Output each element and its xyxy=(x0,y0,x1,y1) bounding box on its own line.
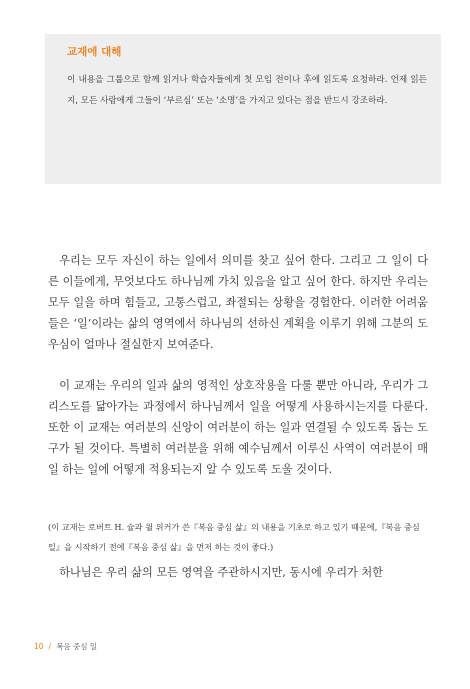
page-footer xyxy=(34,641,97,652)
body-paragraph-3: 하나님은 우리 삶의 모든 영역을 주관하시지만, 동시에 우리가 처한 xyxy=(59,566,383,579)
footer-separator: / xyxy=(48,642,52,651)
body-paragraph-2: 이 교재는 우리의 일과 삶의 영적인 상호작용을 다룰 뿐만 아니라, 우리가 그리스도를 닮아가는 과정에서 하나님께서 일을 어떻게 사용하시는지를 다룬다. 또한 이 교재는 여러분의 신앙이 여러분이 하는 일과 연결될 수 있도록 돕는 도구가 될 것이다. 특별히 여러분을 위해 예수님께서 이루신 사역이 여러분이 매일 하는 일에 어떻게 적용되는지 알 수 있도록 도울 것이다. xyxy=(48,379,428,476)
running-title: 복음 중심 일 xyxy=(56,642,98,651)
footnote-text: (이 교재는 로버트 H. 슐과 윌 위커가 쓴『복음 중심 삶』의 내용을 기초로 하고 있기 때문에,『복음 중심 일』을 시작하기 전에『복음 중심 삶』을 먼저 하는 것이 좋다.) xyxy=(48,522,420,552)
body-paragraph-1: 우리는 모두 자신이 하는 일에서 의미를 찾고 싶어 한다. 그리고 그 일이 다른 이들에게, 무엇보다도 하나님께 가치 있음을 알고 싶어 한다. 하지만 우리는 모두 일을 하며 힘들고, 고통스럽고, 좌절되는 상황을 경험한다. 이러한 어려움들은 ‘일’이라는 삶의 영역에서 하나님의 선하신 계획을 이루기 위해 그분의 도우심이 얼마나 절실한지 보여준다. xyxy=(48,254,428,351)
intro-text: 이 내용을 그룹으로 함께 읽거나 학습자들에게 첫 모임 전이나 후에 읽도록 요청하라. 언제 읽든지, 모든 사람에게 그들이 ‘부르심’ 또는 ‘소명’을 가지고 있다는 점을 반드시 강조하라. xyxy=(67,75,427,106)
intro-box xyxy=(45,34,441,184)
intro-heading: 교재에 대해 xyxy=(67,46,122,58)
page-number: 10 xyxy=(34,642,44,651)
